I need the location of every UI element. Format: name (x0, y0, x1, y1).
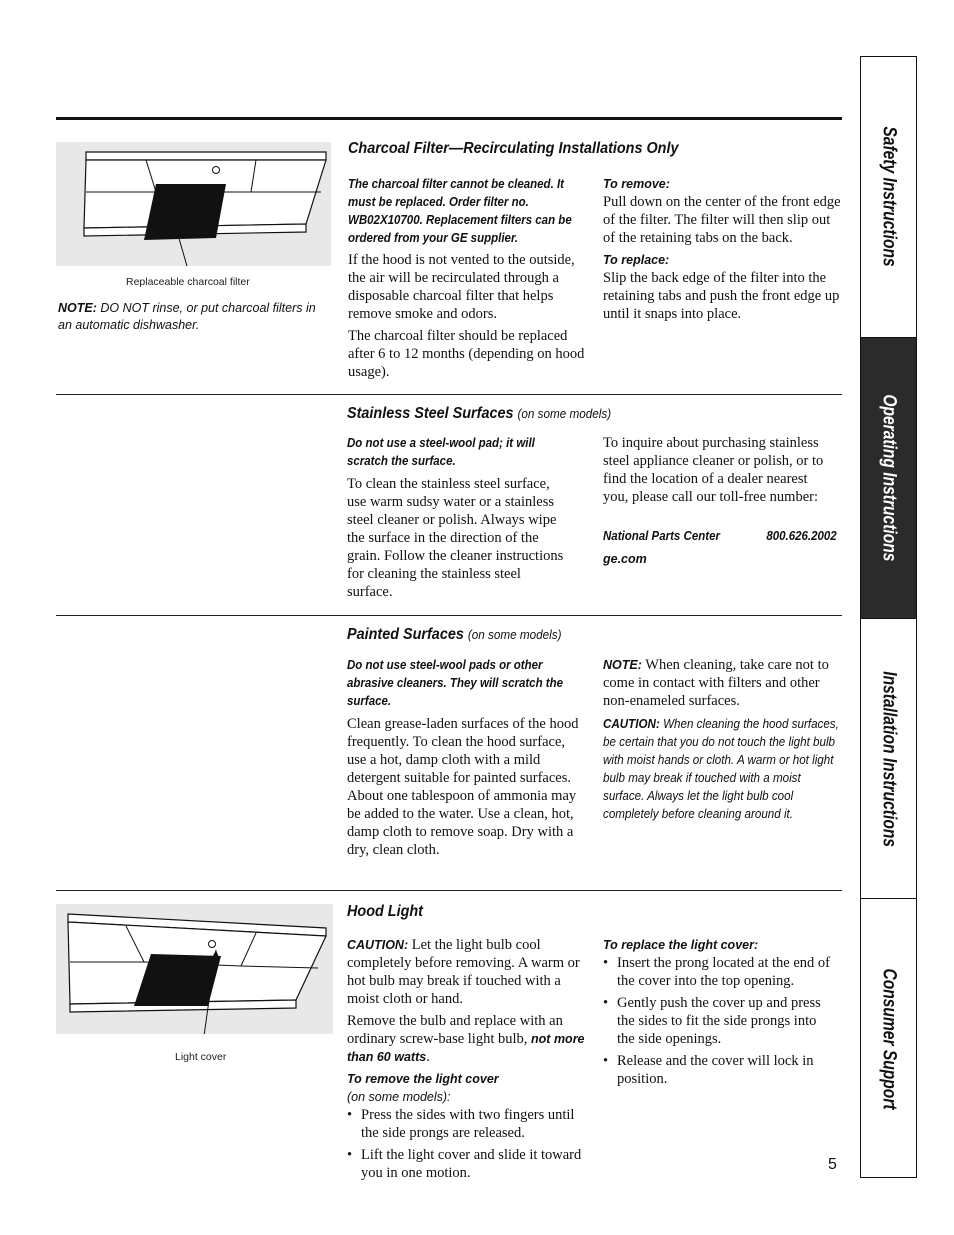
section-tabs (860, 56, 917, 1178)
light-p1-text: Remove the bulb and replace with an ordinary screw-base light bulb, (347, 1013, 563, 1047)
light-cover-illustration (56, 904, 333, 1034)
charcoal-caption: Replaceable charcoal filter (126, 276, 250, 288)
remove-cover-sub: (on some models): (347, 1090, 451, 1104)
rule-3 (56, 890, 842, 891)
light-caution-label: CAUTION: (347, 938, 409, 952)
replace-text: Slip the back edge of the filter into the retaining tabs and push the front edge up until it snaps into place. (603, 270, 840, 322)
tab-operating[interactable] (861, 338, 916, 618)
charcoal-title: Charcoal Filter—Recirculating Installations Only (348, 140, 679, 157)
light-caution-text: Let the light bulb cool completely before removing. A warm or hot bulb may break if touched with a moist cloth or hand. (347, 937, 580, 1007)
painted-title (347, 626, 561, 644)
top-rule (56, 117, 842, 120)
tab-safety[interactable] (861, 57, 916, 337)
light-watts: not more than 60 watts (347, 1032, 585, 1064)
replace-steps (603, 954, 833, 1088)
painted-title-text: Painted Surfaces (347, 626, 464, 643)
remove-step: • Press the sides with two fingers until the side prongs are released. (347, 1106, 585, 1142)
parts-center (603, 529, 837, 543)
charcoal-body (348, 251, 588, 385)
painted-p1: Clean grease-laden surfaces of the hood frequently. To clean the hood surface, use a hot, damp cloth with a mild detergent suitable for painted surfaces. About one tablespoon of ammonia may be added to the water. Use a clean, hot, damp cloth to remove soap. Dry with a dry, clean cloth. (347, 716, 579, 858)
remove-label: To remove: (603, 177, 670, 191)
steel-warning: Do not use a steel-wool pad; it will scratch the surface. (347, 436, 535, 468)
note-label: NOTE: (58, 301, 97, 315)
painted-note (603, 656, 839, 710)
remove-steps (347, 1106, 585, 1182)
steel-p2: To inquire about purchasing stainless steel appliance cleaner or polish, or to find the location of a dealer nearest you, please call our toll-free number: (603, 435, 824, 505)
charcoal-filter-illustration (56, 142, 331, 266)
replace-cover-label: To replace the light cover: (603, 938, 759, 952)
light-p1: Remove the bulb and replace with an ordinary screw-base light bulb, not more than 60 watts. (347, 1013, 585, 1065)
page-number: 5 (828, 1156, 837, 1173)
tab-consumer-label: Consumer Support (878, 968, 900, 1110)
remove-text: Pull down on the center of the front edge of the filter. The filter will then slip out of the retaining tabs on the back. (603, 194, 841, 246)
tab-consumer-support[interactable] (861, 899, 916, 1179)
light-caption: Light cover (175, 1051, 227, 1063)
parts-phone: 800.626.2002 (766, 529, 837, 543)
remove-step: • Lift the light cover and slide it toward you in one motion. (347, 1146, 585, 1182)
tab-operating-label: Operating Instructions (878, 394, 900, 562)
charcoal-p2: The charcoal filter should be replaced after 6 to 12 months (depending on hood usage). (348, 328, 585, 380)
painted-caution-label: CAUTION: (603, 717, 660, 731)
painted-subtitle: (on some models) (467, 627, 562, 642)
painted-note-text: When cleaning, take care not to come in contact with filters and other non-enameled surfaces. (603, 657, 829, 709)
website: ge.com (603, 552, 647, 566)
hood-charcoal-drawing (56, 142, 331, 266)
tab-installation-label: Installation Instructions (878, 671, 900, 847)
parts-name: National Parts Center (603, 529, 720, 543)
charcoal-warning: The charcoal filter cannot be cleaned. It must be replaced. Order filter no. WB02X10700. Replacement filters can be ordered from your GE supplier. (348, 177, 572, 245)
steel-title-text: Stainless Steel Surfaces (347, 405, 514, 422)
painted-caution-text: When cleaning the hood surfaces, be certain that you do not touch the light bulb with moist hands or cloth. A warm or hot light bulb may break if touched with a moist surface. Always let the light bulb cool completely before cleaning around it. (603, 717, 839, 821)
replace-label: To replace: (603, 253, 670, 267)
charcoal-right (603, 175, 843, 327)
light-caution (347, 936, 585, 1008)
steel-p1: To clean the stainless steel surface, use warm sudsy water or a stainless steel cleaner or polish. Always wipe the surface in the direction of the grain. Follow the cleaner instructions for cleaning the stainless steel surface. (347, 476, 564, 600)
replace-step: • Gently push the cover up and press the sides to fit the side prongs into the side openings. (603, 994, 833, 1048)
steel-title (347, 405, 611, 423)
remove-cover-heading (347, 1070, 585, 1106)
painted-caution (603, 715, 841, 823)
steel-subtitle: (on some models) (517, 406, 612, 421)
painted-note-label: NOTE: (603, 658, 642, 672)
replace-step: • Release and the cover will lock in position. (603, 1052, 833, 1088)
painted-warning: Do not use steel-wool pads or other abrasive cleaners. They will scratch the surface. (347, 658, 564, 708)
hood-light-drawing (56, 904, 333, 1034)
light-title: Hood Light (347, 903, 423, 920)
tab-installation[interactable] (861, 619, 916, 899)
light-left (347, 936, 585, 1186)
charcoal-p1: If the hood is not vented to the outside, the air will be recirculated through a disposable charcoal filter that helps remove smoke and odors. (348, 252, 575, 322)
charcoal-note (58, 300, 328, 334)
tab-safety-label: Safety Instructions (878, 126, 900, 268)
light-right (603, 936, 833, 1092)
note-text: DO NOT rinse, or put charcoal filters in an automatic dishwasher. (58, 301, 316, 332)
rule-1 (56, 394, 842, 395)
rule-2 (56, 615, 842, 616)
remove-cover-label: To remove the light cover (347, 1072, 499, 1086)
replace-step: • Insert the prong located at the end of the cover into the top opening. (603, 954, 833, 990)
